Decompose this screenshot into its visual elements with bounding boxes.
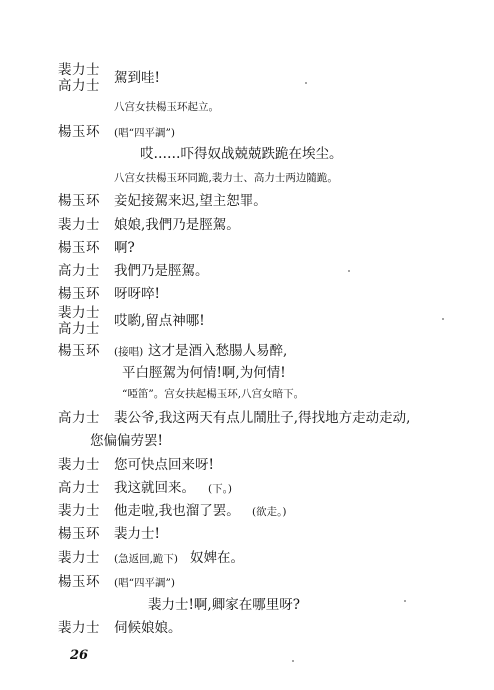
dialogue-text: 奴婢在。 — [190, 550, 244, 566]
stage-direction: (急返回,跪下) — [114, 553, 179, 565]
dialogue-text: 駕到哇! — [114, 70, 160, 86]
dialogue-text: 啊? — [114, 240, 135, 256]
dialogue-text: 裴公爷,我这两天有点儿鬧肚子,得找地方走动走动, — [114, 410, 411, 426]
dialogue-text: 妾妃接駕来迟,望主恕罪。 — [114, 193, 267, 209]
dialogue-text: 娘娘,我們乃是脛駕。 — [114, 217, 240, 233]
speaker-label: 楊玉环 — [58, 343, 100, 359]
speaker-label: 裴力士 — [58, 305, 100, 321]
dialogue-text: 伺候娘娘。 — [114, 620, 182, 636]
speaker-label: 高力士 — [58, 410, 100, 426]
scan-speck — [404, 600, 406, 602]
stage-direction: (下。) — [208, 483, 232, 495]
sung-lyric: 平白脛駕为何情!啊,为何情! — [122, 365, 286, 381]
scan-speck — [305, 82, 307, 84]
speaker-label: 楊玉环 — [58, 124, 100, 140]
scan-speck — [292, 660, 294, 662]
speaker-label: 楊玉环 — [58, 286, 100, 302]
stage-direction: “啞笛”。宫女扶起楊玉环,八宫女暗下。 — [122, 388, 305, 400]
dialogue-text: 我这就回来。 — [114, 480, 195, 496]
stage-direction: (唱“四平調”) — [114, 127, 175, 139]
speaker-label: 楊玉环 — [58, 574, 100, 590]
speaker-label: 楊玉环 — [58, 193, 100, 209]
speaker-label: 高力士 — [58, 263, 100, 279]
sung-lyric: 哎……吓得奴战兢兢跌跪在埃尘。 — [140, 146, 343, 162]
stage-direction: (唱“四平調”) — [114, 577, 175, 589]
stage-direction: (欲走。) — [252, 506, 287, 518]
dialogue-text: 呀呀啐! — [114, 286, 160, 302]
scan-speck — [348, 270, 350, 272]
speaker-label: 裴力士 — [58, 550, 100, 566]
speaker-label: 裴力士 — [58, 503, 100, 519]
speaker-label: 高力士 — [58, 480, 100, 496]
dialogue-text: 裴力士! — [114, 526, 160, 542]
speaker-label: 楊玉环 — [58, 526, 100, 542]
stage-direction: 八宫女扶楊玉环起立。 — [114, 101, 219, 113]
dialogue-text: 这才是酒入愁腸人易醉, — [148, 343, 288, 359]
dialogue-text: 我們乃是脛駕。 — [114, 263, 209, 279]
speaker-label: 裴力士 — [58, 620, 100, 636]
speaker-label: 裴力士 — [58, 457, 100, 473]
speaker-label: 高力士 — [58, 78, 100, 94]
speaker-label: 楊玉环 — [58, 240, 100, 256]
page-number: 26 — [70, 648, 89, 663]
speaker-label: 裴力士 — [58, 217, 100, 233]
speaker-label: 裴力士 — [58, 62, 100, 78]
scan-speck — [442, 318, 444, 320]
dialogue-text: 他走啦,我也溜了罢。 — [114, 503, 240, 519]
dialogue-text: 您可快点回来呀! — [114, 457, 214, 473]
dialogue-text: 您偏偏劳罢! — [90, 433, 163, 449]
speaker-label: 高力士 — [58, 321, 100, 337]
stage-direction: 八宫女扶楊玉环同跪,裴力士、高力士两边隨跪。 — [114, 172, 338, 184]
stage-direction: (接唱) — [114, 346, 144, 358]
sung-lyric: 裴力士!啊,卿家在哪里呀? — [148, 597, 300, 613]
dialogue-text: 哎喲,留点神哪! — [114, 313, 205, 329]
